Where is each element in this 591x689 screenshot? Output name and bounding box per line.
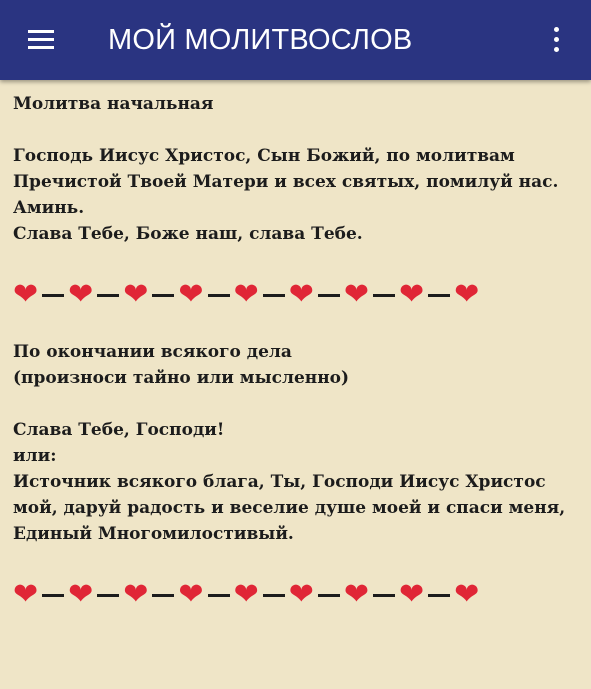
app-title: МОЙ МОЛИТВОСЛОВ <box>108 24 413 56</box>
dash-divider <box>152 594 174 597</box>
heart-icon: ❤ <box>398 577 425 612</box>
dash-divider <box>373 294 395 297</box>
dash-divider <box>428 294 450 297</box>
heart-icon: ❤ <box>454 277 480 312</box>
dash-divider <box>428 594 450 597</box>
heart-icon: ❤ <box>178 577 204 612</box>
heart-separator <box>13 577 583 613</box>
heart-icon: ❤ <box>288 577 314 612</box>
prayer-line: Пречистой Твоей Матери и всех святых, помилуй нас. <box>13 172 559 192</box>
hamburger-menu-icon[interactable] <box>26 26 56 52</box>
dash-divider <box>42 594 64 597</box>
heart-icon: ❤ <box>123 277 149 312</box>
dash-divider <box>97 594 119 597</box>
heart-icon: ❤ <box>68 277 94 312</box>
prayer-line: мой, даруй радость и веселие душе моей и спаси меня, <box>13 498 566 518</box>
heart-icon: ❤ <box>123 577 149 612</box>
dash-divider <box>208 594 230 597</box>
prayer-content <box>13 80 583 613</box>
prayer-heading: Молитва начальная <box>13 94 214 114</box>
dash-divider <box>318 594 340 597</box>
prayer-line: Слава Тебе, Господи! <box>13 420 225 440</box>
heart-icon: ❤ <box>233 577 259 612</box>
heart-icon: ❤ <box>288 277 314 312</box>
dash-divider <box>373 594 395 597</box>
heart-icon: ❤ <box>178 277 204 312</box>
prayer-line: Господь Иисус Христос, Сын Божий, по молитвам <box>13 146 515 166</box>
prayer-line: Единый Многомилостивый. <box>13 524 294 544</box>
dash-divider <box>42 294 64 297</box>
prayer-line: Слава Тебе, Боже наш, слава Тебе. <box>13 224 363 244</box>
dash-divider <box>263 294 285 297</box>
prayer-heading: По окончании всякого дела <box>13 342 292 362</box>
prayer-line: Источник всякого блага, Ты, Господи Иисус Христос <box>13 472 546 492</box>
heart-icon: ❤ <box>454 577 480 612</box>
heart-separator <box>13 277 583 313</box>
dash-divider <box>208 294 230 297</box>
prayer-line: Аминь. <box>13 198 85 218</box>
prayer-line: или: <box>13 446 57 466</box>
heart-icon: ❤ <box>13 277 39 312</box>
dash-divider <box>152 294 174 297</box>
more-vertical-icon[interactable] <box>545 24 569 54</box>
heart-icon: ❤ <box>398 277 425 312</box>
heart-icon: ❤ <box>13 577 39 612</box>
prayer-note: (произноси тайно или мысленно) <box>13 368 350 388</box>
heart-icon: ❤ <box>233 277 259 312</box>
heart-icon: ❤ <box>343 577 369 612</box>
heart-icon: ❤ <box>68 577 94 612</box>
app-toolbar <box>0 0 591 80</box>
dash-divider <box>263 594 285 597</box>
dash-divider <box>97 294 119 297</box>
heart-icon: ❤ <box>343 277 369 312</box>
dash-divider <box>318 294 340 297</box>
